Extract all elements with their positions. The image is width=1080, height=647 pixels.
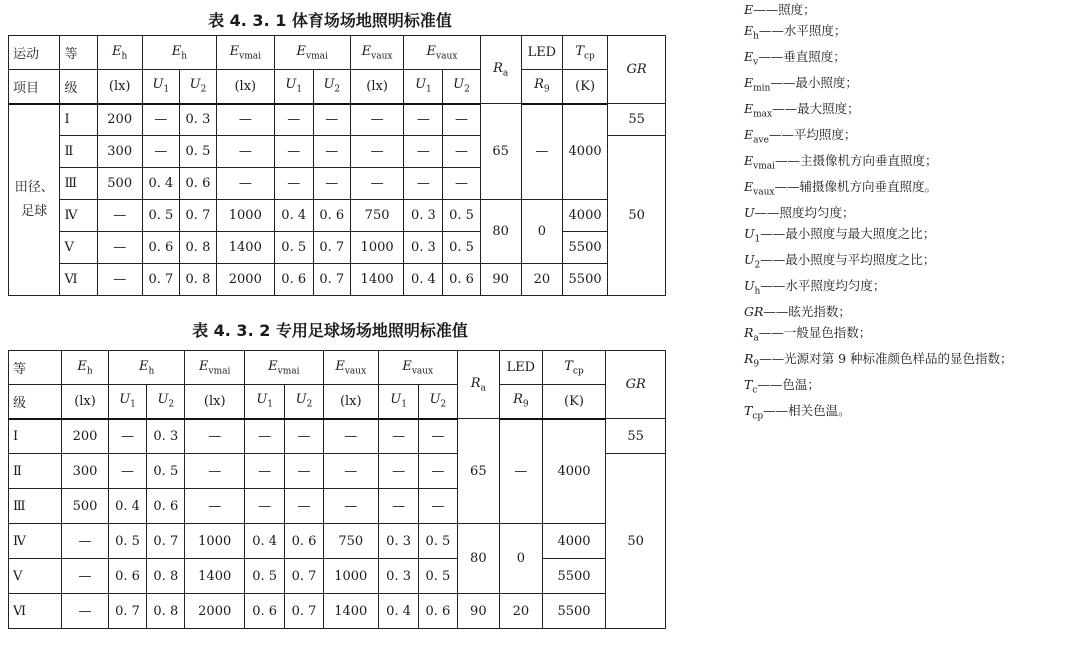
table-row (9, 200, 666, 232)
eh-u1-cell: 0. 5 (108, 524, 146, 559)
table-row (9, 524, 666, 559)
led-cell: 0 (500, 524, 543, 594)
legend-text: ——照度； (753, 2, 816, 17)
header-led: LED (500, 351, 543, 385)
table-row (9, 559, 666, 594)
eh-u1-cell: 0. 4 (108, 489, 146, 524)
header-evaux-group: $E_{vaux}$ (378, 351, 457, 385)
evaux-u1-cell: — (378, 454, 418, 489)
header-tcp-unit: (K) (542, 385, 606, 419)
legend-symbol: E (744, 48, 754, 64)
evaux-u2-cell: — (419, 489, 457, 524)
evmai-cell: 1000 (185, 524, 245, 559)
header-evaux-unit: (lx) (323, 385, 378, 419)
header-eh-unit: (lx) (62, 385, 109, 419)
legend-symbol: E (744, 179, 754, 195)
eh-u1-cell: — (142, 136, 179, 168)
evaux-u2-cell: — (443, 168, 480, 200)
legend-text: ——最大照度； (772, 100, 860, 116)
header-eh-group: $E_h$ (142, 36, 216, 70)
evaux-cell: — (350, 136, 404, 168)
legend-item (744, 203, 1074, 224)
tcp-cell: 5500 (542, 559, 606, 594)
evmai-u1-cell: — (274, 104, 313, 136)
legend-symbol: U (744, 205, 755, 221)
header-tcp-unit: (K) (562, 70, 607, 104)
evaux-u1-cell: 0. 3 (378, 524, 418, 559)
legend-subscript: min (753, 83, 771, 94)
header-eh-unit: (lx) (97, 70, 142, 104)
evmai-u2-cell: 0. 7 (285, 559, 323, 594)
legend-symbol: T (744, 376, 753, 392)
evmai-u2-cell: 0. 7 (313, 232, 350, 264)
evmai-cell: — (216, 104, 274, 136)
ra-cell: 65 (457, 419, 500, 524)
header-evaux-u1: $U_1$ (404, 70, 443, 104)
legend-text: ——眩光指数； (763, 304, 851, 320)
legend-item (744, 125, 1074, 151)
header-evmai: $E_{vmai}$ (185, 351, 245, 385)
grade-cell: Ⅳ (60, 200, 97, 232)
evmai-u1-cell: — (274, 136, 313, 168)
legend-text: ——一般显色指数； (758, 324, 872, 340)
legend-subscript: ave (753, 135, 769, 146)
eh-u1-cell: — (108, 419, 146, 454)
legend-item (744, 224, 1074, 250)
evaux-u1-cell: 0. 3 (404, 232, 443, 264)
led-cell: 20 (500, 594, 543, 629)
eh-cell: 300 (97, 136, 142, 168)
header-evaux: $E_{vaux}$ (350, 36, 404, 70)
evaux-u2-cell: — (443, 136, 480, 168)
eh-u2-cell: 0. 8 (147, 594, 185, 629)
header-eh: $E_h$ (62, 351, 109, 385)
header-evmai-u2: $U_2$ (285, 385, 323, 419)
legend-item (744, 73, 1074, 99)
evmai-u1-cell: 0. 5 (244, 559, 284, 594)
led-cell: 20 (521, 264, 562, 296)
eh-u1-cell: — (108, 454, 146, 489)
legend-subscript: h (753, 31, 759, 42)
legend-item (744, 0, 1074, 21)
eh-u1-cell: 0. 5 (142, 200, 179, 232)
evmai-u1-cell: — (244, 454, 284, 489)
header-ra: $R_a$ (480, 36, 521, 104)
eh-u2-cell: 0. 8 (179, 232, 216, 264)
grade-cell: Ⅱ (9, 454, 62, 489)
ra-cell: 80 (480, 200, 521, 264)
eh-cell: — (62, 594, 109, 629)
header-evaux-u1: $U_1$ (378, 385, 418, 419)
evaux-u2-cell: 0. 5 (419, 559, 457, 594)
eh-u1-cell: 0. 7 (108, 594, 146, 629)
legend-text: ——光源对第 9 种标准颜色样品的显色指数； (759, 350, 1013, 366)
legend-text: ——主摄像机方向垂直照度； (775, 153, 938, 169)
header-eh: $E_h$ (97, 36, 142, 70)
evaux-u2-cell: — (419, 454, 457, 489)
header-evmai-u1: $U_1$ (244, 385, 284, 419)
legend-symbol: E (744, 22, 754, 38)
grade-cell: Ⅱ (60, 136, 97, 168)
grade-cell: Ⅴ (60, 232, 97, 264)
header-ra: $R_a$ (457, 351, 500, 419)
legend-text: ——色温； (757, 376, 820, 392)
legend-subscript: 2 (754, 260, 761, 271)
gr-cell: 55 (608, 104, 666, 136)
evmai-cell: 1400 (216, 232, 274, 264)
grade-cell: Ⅰ (60, 104, 97, 136)
legend-symbol: E (744, 74, 754, 90)
header-eh-u2: $U_2$ (147, 385, 185, 419)
grade-cell: Ⅲ (60, 168, 97, 200)
evaux-cell: 1000 (323, 559, 378, 594)
evmai-cell: — (216, 136, 274, 168)
evaux-u1-cell: — (404, 168, 443, 200)
evmai-u1-cell: 0. 5 (274, 232, 313, 264)
evaux-u1-cell: — (404, 136, 443, 168)
evmai-cell: 1000 (216, 200, 274, 232)
tcp-cell: 4000 (562, 104, 607, 200)
header-evaux-u2: $U_2$ (443, 70, 480, 104)
legend-subscript: a (753, 333, 759, 344)
header-evmai-unit: (lx) (216, 70, 274, 104)
tcp-cell: 4000 (542, 419, 606, 524)
legend-item (744, 21, 1074, 47)
legend-text: ——垂直照度； (758, 48, 846, 64)
table-row (9, 104, 666, 136)
legend-text: ——最小照度与平均照度之比； (760, 251, 936, 267)
stadium-lighting-table (8, 35, 666, 296)
evmai-u1-cell: 0. 4 (274, 200, 313, 232)
eh-u2-cell: 0. 5 (179, 136, 216, 168)
legend-item (744, 99, 1074, 125)
legend-item (744, 47, 1074, 73)
evaux-cell: 750 (350, 200, 404, 232)
eh-u2-cell: 0. 6 (147, 489, 185, 524)
evmai-u2-cell: — (285, 454, 323, 489)
eh-u1-cell: 0. 6 (108, 559, 146, 594)
gr-cell: 50 (608, 136, 666, 296)
header-evmai-u1: $U_1$ (274, 70, 313, 104)
legend-text: ——水平照度； (758, 22, 847, 38)
grade-cell: Ⅵ (9, 594, 62, 629)
evaux-u2-cell: 0. 5 (419, 524, 457, 559)
header-evmai-unit: (lx) (185, 385, 245, 419)
header-gr: GR (606, 351, 666, 419)
header-grade-2: 级 (9, 385, 62, 419)
legend-item (744, 375, 1074, 401)
header-eh-u1: $U_1$ (108, 385, 146, 419)
legend-symbol: U (744, 225, 755, 241)
evmai-u2-cell: 0. 6 (313, 200, 350, 232)
evaux-cell: — (323, 489, 378, 524)
evmai-cell: — (185, 454, 245, 489)
evmai-u2-cell: 0. 6 (285, 524, 323, 559)
legend-symbol: E (744, 2, 754, 17)
header-grade-2: 级 (60, 70, 97, 104)
eh-cell: 200 (62, 419, 109, 454)
evmai-cell: — (185, 489, 245, 524)
eh-u2-cell: 0. 8 (179, 264, 216, 296)
legend-item (744, 349, 1074, 375)
header-tcp: $T_{cp}$ (562, 36, 607, 70)
evaux-u1-cell: — (404, 104, 443, 136)
eh-cell: 500 (62, 489, 109, 524)
eh-cell: 200 (97, 104, 142, 136)
header-led: LED (521, 36, 562, 70)
eh-u2-cell: 0. 7 (147, 524, 185, 559)
evmai-u2-cell: — (285, 419, 323, 454)
evaux-u2-cell: — (419, 419, 457, 454)
evmai-u1-cell: 0. 6 (244, 594, 284, 629)
eh-u1-cell: 0. 6 (142, 232, 179, 264)
header-eh-u2: $U_2$ (179, 70, 216, 104)
header-eh-u1: $U_1$ (142, 70, 179, 104)
eh-u2-cell: 0. 8 (147, 559, 185, 594)
header-evmai: $E_{vmai}$ (216, 36, 274, 70)
eh-u1-cell: 0. 7 (142, 264, 179, 296)
legend-text: ——相关色温。 (763, 403, 851, 418)
legend-symbol: E (744, 126, 754, 142)
evmai-cell: — (216, 168, 274, 200)
evaux-u1-cell: — (378, 489, 418, 524)
symbol-legend (744, 0, 1074, 427)
evaux-u1-cell: 0. 4 (404, 264, 443, 296)
evmai-u1-cell: — (244, 419, 284, 454)
legend-symbol: R (744, 350, 754, 366)
legend-text: ——照度均匀度； (754, 205, 855, 221)
legend-symbol: GR (744, 304, 764, 320)
evmai-u1-cell: — (244, 489, 284, 524)
legend-symbol: E (744, 153, 754, 169)
grade-cell: Ⅳ (9, 524, 62, 559)
tcp-cell: 5500 (562, 232, 607, 264)
eh-cell: — (97, 232, 142, 264)
table-1-caption: 表 4. 3. 1 体育场场地照明标准值 (208, 11, 452, 30)
evaux-u1-cell: 0. 4 (378, 594, 418, 629)
tcp-cell: 4000 (542, 524, 606, 559)
evmai-u1-cell: 0. 6 (274, 264, 313, 296)
evaux-cell: — (323, 454, 378, 489)
evaux-cell: — (323, 419, 378, 454)
evaux-u1-cell: 0. 3 (404, 200, 443, 232)
evmai-u2-cell: — (313, 104, 350, 136)
evmai-cell: — (185, 419, 245, 454)
evmai-u1-cell: 0. 4 (244, 524, 284, 559)
ra-cell: 80 (457, 524, 500, 594)
header-gr: GR (608, 36, 666, 104)
eh-u2-cell: 0. 5 (147, 454, 185, 489)
legend-subscript: 9 (753, 359, 760, 370)
led-cell: 0 (521, 200, 562, 264)
led-cell: — (500, 419, 543, 524)
header-evaux-group: $E_{vaux}$ (404, 36, 480, 70)
table-row (9, 594, 666, 629)
evaux-cell: 1400 (350, 264, 404, 296)
legend-subscript: max (753, 109, 773, 120)
legend-text: ——最小照度； (770, 74, 858, 90)
evmai-u2-cell: — (285, 489, 323, 524)
evmai-u2-cell: 0. 7 (285, 594, 323, 629)
table-row (9, 232, 666, 264)
legend-subscript: vmai (753, 161, 775, 172)
legend-subscript: 1 (754, 234, 761, 245)
table-row (9, 419, 666, 454)
ra-cell: 90 (457, 594, 500, 629)
legend-text: ——水平照度均匀度； (760, 278, 886, 294)
legend-item (744, 302, 1074, 323)
tcp-cell: 5500 (562, 264, 607, 296)
legend-item (744, 151, 1074, 177)
evaux-u2-cell: 0. 5 (443, 232, 480, 264)
header-led-r9: $R_9$ (500, 385, 543, 419)
table-row (9, 264, 666, 296)
evmai-u2-cell: 0. 7 (313, 264, 350, 296)
legend-text: ——平均照度； (768, 126, 857, 142)
header-evaux-unit: (lx) (350, 70, 404, 104)
evaux-cell: — (350, 168, 404, 200)
ra-cell: 90 (480, 264, 521, 296)
header-evmai-group: $E_{vmai}$ (244, 351, 323, 385)
header-evaux: $E_{vaux}$ (323, 351, 378, 385)
evmai-cell: 2000 (185, 594, 245, 629)
eh-cell: — (62, 559, 109, 594)
legend-subscript: v (753, 57, 759, 68)
gr-cell: 50 (606, 454, 666, 629)
evaux-u1-cell: — (378, 419, 418, 454)
header-eh-group: $E_h$ (108, 351, 185, 385)
legend-subscript: c (752, 385, 758, 396)
legend-subscript: cp (752, 411, 764, 422)
legend-item (744, 401, 1074, 427)
evmai-cell: 2000 (216, 264, 274, 296)
evaux-cell: 1400 (323, 594, 378, 629)
legend-item (744, 177, 1074, 203)
eh-u2-cell: 0. 7 (179, 200, 216, 232)
tcp-cell: 5500 (542, 594, 606, 629)
evmai-u1-cell: — (274, 168, 313, 200)
sport-cell: 田径、足球 (9, 104, 60, 296)
header-evaux-u2: $U_2$ (419, 385, 457, 419)
eh-cell: 300 (62, 454, 109, 489)
evmai-u2-cell: — (313, 168, 350, 200)
header-sport: 运动 (9, 36, 60, 70)
evmai-u2-cell: — (313, 136, 350, 168)
legend-symbol: T (744, 403, 753, 418)
legend-symbol: U (744, 251, 755, 267)
eh-cell: — (62, 524, 109, 559)
eh-u2-cell: 0. 3 (147, 419, 185, 454)
tcp-cell: 4000 (562, 200, 607, 232)
legend-symbol: E (744, 100, 754, 116)
evaux-cell: — (350, 104, 404, 136)
eh-cell: — (97, 264, 142, 296)
legend-item (744, 276, 1074, 302)
grade-cell: Ⅴ (9, 559, 62, 594)
grade-cell: Ⅵ (60, 264, 97, 296)
ra-cell: 65 (480, 104, 521, 200)
evaux-u2-cell: 0. 6 (443, 264, 480, 296)
legend-subscript: h (754, 286, 761, 297)
legend-text: ——辅摄像机方向垂直照度。 (774, 179, 937, 195)
eh-cell: — (97, 200, 142, 232)
header-grade: 等 (60, 36, 97, 70)
evaux-u2-cell: 0. 6 (419, 594, 457, 629)
header-evmai-u2: $U_2$ (313, 70, 350, 104)
evaux-cell: 1000 (350, 232, 404, 264)
header-sport-2: 项目 (9, 70, 60, 104)
evaux-u1-cell: 0. 3 (378, 559, 418, 594)
header-led-r9: $R_9$ (521, 70, 562, 104)
legend-subscript: vaux (753, 187, 775, 198)
grade-cell: Ⅰ (9, 419, 62, 454)
legend-text: ——最小照度与最大照度之比； (760, 225, 936, 241)
eh-u2-cell: 0. 6 (179, 168, 216, 200)
evaux-cell: 750 (323, 524, 378, 559)
header-evmai-group: $E_{vmai}$ (274, 36, 350, 70)
evaux-u2-cell: 0. 5 (443, 200, 480, 232)
legend-symbol: U (744, 278, 755, 294)
eh-cell: 500 (97, 168, 142, 200)
evmai-cell: 1400 (185, 559, 245, 594)
evaux-u2-cell: — (443, 104, 480, 136)
header-grade: 等 (9, 351, 62, 385)
football-lighting-table (8, 350, 666, 629)
eh-u2-cell: 0. 3 (179, 104, 216, 136)
legend-item (744, 323, 1074, 349)
gr-cell: 55 (606, 419, 666, 454)
legend-item (744, 250, 1074, 276)
eh-u1-cell: — (142, 104, 179, 136)
header-tcp: $T_{cp}$ (542, 351, 606, 385)
grade-cell: Ⅲ (9, 489, 62, 524)
eh-u1-cell: 0. 4 (142, 168, 179, 200)
led-cell: — (521, 104, 562, 200)
table-2-caption: 表 4. 3. 2 专用足球场场地照明标准值 (192, 321, 468, 340)
legend-symbol: R (744, 324, 754, 340)
